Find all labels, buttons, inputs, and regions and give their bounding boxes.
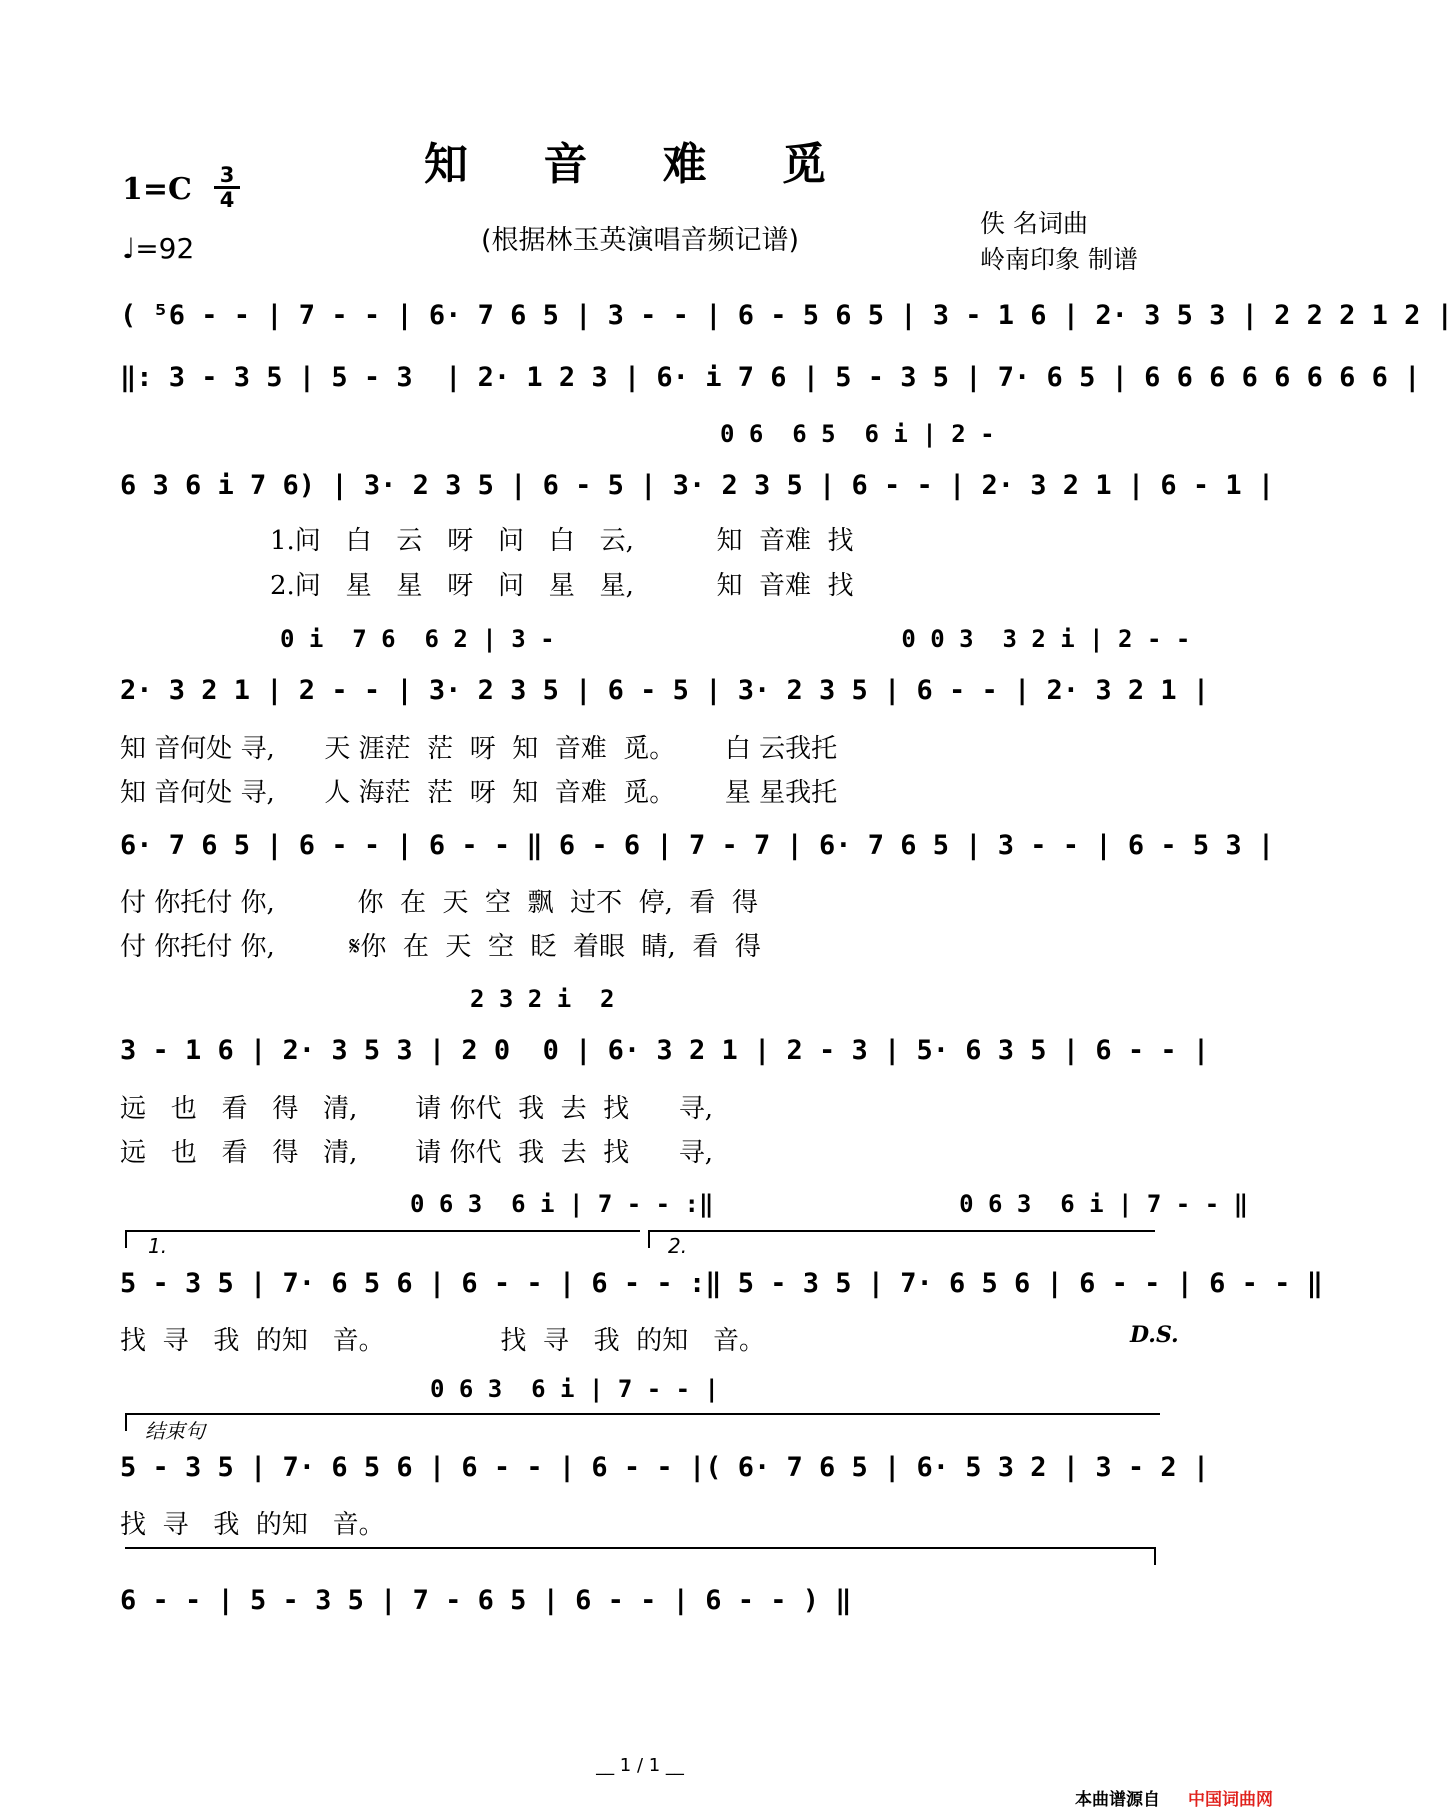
- subtitle: (根据林玉英演唱音频记谱): [480, 225, 800, 256]
- score-row-7-notes: 5 - 3 5 | 7· 6 5 6 | 6 - - | 6 - - :‖ 5 - 3 5 | 7· 6 5 6 | 6 - - | 6 - - ‖: [120, 1268, 1323, 1299]
- credit-lyrics-music: 佚 名词曲: [980, 209, 1088, 238]
- song-title: 知 音 难 觅: [424, 139, 856, 190]
- source-site-link[interactable]: 中国词曲网: [1188, 1790, 1273, 1810]
- score-row-6-lyrics-1: 远 也 看 得 清, 请 你代 我 去 找 寻,: [120, 1094, 713, 1124]
- final-phrase-bracket: [125, 1547, 1155, 1549]
- score-row-4-notes: 2· 3 2 1 | 2 - - | 3· 2 3 5 | 6 - 5 | 3· 2 3 5 | 6 - - | 2· 3 2 1 |: [120, 675, 1210, 706]
- score-row-7-lyrics-1: 找 寻 我 的知 音。 找 寻 我 的知 音。: [120, 1326, 765, 1356]
- score-row-8-lyrics-1: 找 寻 我 的知 音。: [120, 1510, 385, 1540]
- volta-2-bracket-edge: [648, 1230, 650, 1248]
- score-row-3-notes: 6 3 6 i 7 6) | 3· 2 3 5 | 6 - 5 | 3· 2 3 5 | 6 - - | 2· 3 2 1 | 6 - 1 |: [120, 470, 1275, 501]
- source-label: 本曲谱源自: [1075, 1790, 1160, 1810]
- score-row-5-notes: 6· 7 6 5 | 6 - - | 6 - - ‖ 6 - 6 | 7 - 7 | 6· 7 6 5 | 3 - - | 6 - 5 3 |: [120, 830, 1275, 861]
- score-row-3-lyrics-1: 1.问 白 云 呀 问 白 云, 知 音难 找: [270, 526, 854, 556]
- volta-1-bracket: [125, 1230, 640, 1232]
- volta-2-bracket: [648, 1230, 1155, 1232]
- score-row-4-lyrics-1: 知 音何处 寻, 天 涯茫 茫 呀 知 音难 觅。 白 云我托: [120, 734, 838, 764]
- credit-arranger: 岭南印象 制谱: [980, 245, 1138, 274]
- score-row-2-notes: ‖: 3 - 3 5 | 5 - 3 | 2· 1 2 3 | 6· i 7 6 | 5 - 3 5 | 7· 6 5 | 6 6 6 6 6 6 6 6 |: [120, 362, 1421, 393]
- time-signature-numerator: 3: [214, 164, 240, 189]
- coda-bracket-edge: [125, 1413, 127, 1431]
- time-signature-denominator: 4: [219, 188, 235, 212]
- score-row-6-lyrics-2: 远 也 看 得 清, 请 你代 我 去 找 寻,: [120, 1138, 713, 1168]
- volta-1-bracket-edge: [125, 1230, 127, 1248]
- score-row-3-upper: 0 6 6 5 6 i | 2 -: [720, 420, 995, 448]
- score-row-6-notes: 3 - 1 6 | 2· 3 5 3 | 2 0 0 | 6· 3 2 1 | 2 - 3 | 5· 6 3 5 | 6 - - |: [120, 1035, 1210, 1066]
- key-signature: 1=C: [122, 172, 192, 207]
- score-row-1-notes: ( ⁵6 - - | 7 - - | 6· 7 6 5 | 3 - - | 6 - 5 6 5 | 3 - 1 6 | 2· 3 5 3 | 2 2 2 1 2 |: [120, 300, 1453, 331]
- coda-bracket: [125, 1413, 1160, 1415]
- volta-2-label: 2.: [668, 1234, 688, 1258]
- coda-label: 结束句: [145, 1419, 205, 1443]
- score-row-8-upper: 0 6 3 6 i | 7 - - |: [430, 1375, 719, 1403]
- score-row-9-notes: 6 - - | 5 - 3 5 | 7 - 6 5 | 6 - - | 6 - - ) ‖: [120, 1585, 852, 1616]
- score-row-4-upper: 0 i 7 6 6 2 | 3 - 0 0 3 3 2 i | 2 - -: [280, 625, 1191, 653]
- dal-segno-mark: D.S.: [1130, 1322, 1179, 1348]
- score-row-4-lyrics-2: 知 音何处 寻, 人 海茫 茫 呀 知 音难 觅。 星 星我托: [120, 778, 838, 808]
- score-row-3-lyrics-2: 2.问 星 星 呀 问 星 星, 知 音难 找: [270, 571, 854, 601]
- page-number: __ 1 / 1 __: [596, 1755, 684, 1776]
- score-row-5-lyrics-1: 付 你托付 你, 你 在 天 空 飘 过不 停, 看 得: [120, 888, 758, 918]
- time-signature: [214, 164, 240, 211]
- score-row-7-upper: 0 6 3 6 i | 7 - - :‖ 0 6 3 6 i | 7 - - ‖: [410, 1190, 1249, 1218]
- tempo-marking: ♩=92: [122, 232, 195, 265]
- volta-1-label: 1.: [148, 1234, 168, 1258]
- final-phrase-bracket-edge: [1154, 1547, 1156, 1565]
- score-row-8-notes: 5 - 3 5 | 7· 6 5 6 | 6 - - | 6 - - |( 6· 7 6 5 | 6· 5 3 2 | 3 - 2 |: [120, 1452, 1210, 1483]
- score-row-5-lyrics-2: 付 你托付 你, 𝄋你 在 天 空 眨 着眼 睛, 看 得: [120, 932, 761, 962]
- score-row-6-upper: 2 3 2 i 2: [470, 985, 615, 1013]
